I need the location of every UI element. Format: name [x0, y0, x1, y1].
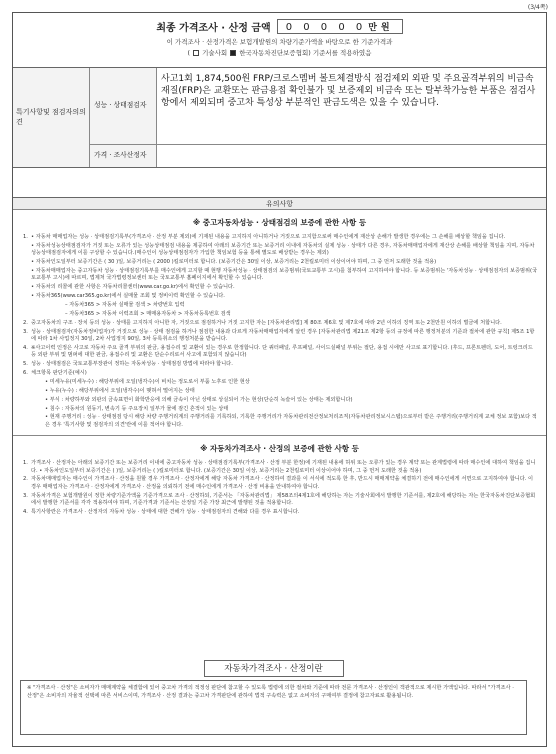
note-item	[23, 284, 538, 291]
note-number	[23, 268, 31, 283]
note-item	[57, 302, 538, 309]
note-text: • 누유(누수) : 해당부위에서 오일(냉각수)이 맺혀서 떨어지는 상태	[45, 387, 195, 394]
note-text: • 현재 주행거리 : 성능 · 상태점검 당시 해당 차량 주행거리계의 주행거리를 기록하되, 기록한 주행거리가 자동차관리전산정보처리조직(자동차관리정보시스템)으로부터 받은 주행거리(주행거리계 교체 정보 포함)보다 적은 경우 '특기사항 및 점검자의 의견'란에 이를 적어야 합니다.	[45, 414, 537, 428]
note-number: 4.	[23, 508, 28, 515]
option-engineers-assoc: 기술사회	[202, 49, 228, 57]
note-item	[57, 311, 538, 318]
note-text: • 부식 : 차량하부와 외판의 금속표면이 화학반응에 의해 금속이 아닌 상태로 상실되어 가는 현상(단순히 녹슬어 있는 상태는 제외합니다)	[45, 396, 353, 403]
note-text: • 미세누유(미세누수) : 해당부위에 오일(냉각수)이 비치는 정도로서 부품 노후로 인한 현상	[45, 378, 250, 385]
opinion-table	[13, 68, 546, 168]
note-item	[37, 406, 538, 413]
note-text: 자동차매매업자는 매수인이 가격조사 · 산정을 원할 경우 가격조사 · 산정자에게 해당 자동차 가격조사 · 산정하여 결과를 이 서식에 적도록 한 후, 반드시 매매계약을 체결하기 전에 매수인에게 서면으로 고지하여야 합니다. 이 경우 매매업자는 가격조사 · 산정자에게 가격조사 · 산정을 의뢰하기 전에 매수인에게 가격조사 · 산정 비용을 안내하여야 합니다.	[31, 476, 534, 490]
inspector-label: 성능 · 상태점검자	[90, 68, 157, 144]
note-text: 특기사항란은 가격조사 · 산정자의 자동차 성능 · 상태에 대한 견해가 성능 · 상태점검자의 견해와 다를 경우 표시합니다.	[31, 508, 300, 515]
note-number	[23, 243, 31, 258]
note-item	[23, 234, 538, 241]
section1-body	[13, 234, 546, 429]
option-diagnosis-assoc: 한국자동차진단보증협회) 기준서를 적용하였음	[239, 49, 372, 57]
note-item	[37, 414, 538, 429]
section1-title: ※ 중고자동차성능 · 상태점검의 보증에 관한 사항 등	[192, 218, 367, 227]
blank-row	[13, 168, 546, 198]
note-text: • 침수 : 자동차의 원동기, 변속기 등 주요장치 일부가 물에 잠긴 흔적이 있는 상태	[45, 405, 229, 412]
final-price-desc: 이 가격조사 · 산정가격은 보험개발원의 차량기준가액을 바탕으로 한 기준가격과	[166, 38, 393, 46]
note-text: • 자동차365(www.car365.go.kr)에서 실매물 조회 및 정비이력 확인할 수 있습니다.	[31, 293, 225, 300]
opinion-section-label: 특기사항및 점검자의의견	[13, 68, 90, 167]
note-item	[23, 329, 538, 344]
note-number	[37, 388, 45, 395]
final-price-unit: 만원	[368, 23, 394, 33]
note-text: • 자동차성능상태점검자가 거짓 또는 오류가 있는 성능상태점검 내용을 제공하여 아래의 보증기간 또는 보증거리 이내에 자동차의 실제 성능 · 상태가 다른 경우, 자동차매매업자에게 재산상 손해를 배상할 책임을 지며, 자동차성능상태점검자에게 이를 구상할 수 있습니다.(매수인이 성능상태점검자가 가입한 책임보험 등을 통해 별도로 배상받는 경우는 제외)	[31, 242, 535, 257]
note-item	[23, 460, 538, 475]
note-number	[57, 311, 65, 318]
note-item	[23, 320, 538, 327]
note-text: • 자동차매매업자는 중고자동차 성능 · 상태점검기록부를 매수인에게 고지할 때 현행 자동차성능 · 상태점검의 보증범위(국토교통부 고시)를 첨부하여 고지하여야 합니다. 등 보증범위는 '자동차성능 · 상태점검자의 보증범위(국토교통부 고시)에 따르며, 법제처 국가법령정보센터 또는 국토교통부 홈페이지에서 확인할 수 있습니다.	[31, 268, 538, 282]
note-number: 5.	[23, 361, 28, 368]
note-number	[23, 259, 31, 266]
note-number	[23, 293, 31, 300]
note-item	[23, 293, 538, 300]
note-number: 6.	[23, 370, 28, 376]
about-text: ※ "가격조사 · 산정"은 소비자가 매매계약을 체결함에 있어 중고차 가격의 적정성 판단에 참고할 수 있도록 법령에 의한 절차와 기준에 따라 전문 가격조사 · 산정인이 객관적으로 제시한 가액입니다. 따라서 "가격조사 · 산정"은 소비자의 자율적 선택에 따른 서비스이며, 가격조사 · 산정 결과는 중고차 가격판단에 관하여 법적 구속력은 없고 소비자의 구매여부 결정에 참고자료로 활용됩니다.	[20, 680, 527, 735]
note-text: 중고자동차의 구조 · 장치 등의 성능 · 상태를 고지하지 아니한 자, 거짓으로 점검하거나 거짓 고지한 자는 [자동차관리법] 제 80조 제6호 및 제7호에 따라 2년 이하의 징역 또는 2천만원 이하의 벌금에 처합니다.	[31, 319, 502, 326]
note-number	[37, 379, 45, 386]
note-text: 가격조사 · 산정자는 아래의 보증기간 또는 보증거리 이내에 중고자동차 성능 · 상태점검기록부(가격조사 · 산정 부분 한정)에 기재된 내용에 허위 또는 오류가 있는 경우 계약 또는 관계법령에 따라 매수인에 대하여 책임을 집니다. • 자동차인도일부터 보증기간은 ( )일, 보증거리는 ( )킬로미터로 합니다. (보증기간은 30일 이상, 보증거리는 2천킬로미터 이상이어야 하며, 그 중 먼저 도래한 것을 적용)	[31, 460, 536, 474]
note-text: – 자동차365 > 자동차 이력조회 > 매매용자동차 > 자동차등록번호 검색	[65, 310, 231, 317]
about-price-assessment	[20, 660, 527, 738]
final-price-amount[interactable]: 0 0 0 0 0 만원	[277, 19, 403, 34]
notes-header: 유의사항	[13, 198, 546, 210]
note-text: – 자동차365 > 자동차 실매물 검색 > 차량번호 입력	[65, 302, 185, 308]
note-number	[23, 284, 31, 291]
note-text: 체크항목 판단기준(예시)	[31, 370, 87, 376]
note-text: • 자동차인도일부터 보증기간은 ( 30 )일, 보증거리는 ( 2000 )킬로미터로 합니다. (보증기간은 30일 이상, 보증거리는 2천킬로미터 이상이어야 하며, 그 중 먼저 도래한 것을 적용)	[31, 259, 437, 266]
note-item	[23, 243, 538, 258]
section2-title: ※ 자동차가격조사 · 산정의 보증에 관한 사항 등	[200, 444, 359, 454]
note-number: 2.	[23, 319, 28, 326]
note-number	[37, 397, 45, 404]
checkbox-diagnosis-assoc[interactable]	[230, 50, 236, 56]
note-item	[23, 493, 538, 508]
section-divider	[13, 435, 546, 436]
note-text: 자동차가격은 보험개발원이 정한 차량기준가액을 기준가격으로 조사 · 산정하되, 기준서는 「자동차관리법」 제58조의4제1호에 해당하는 자는 기술사회에서 발행한 기준서를, 제2호에 해당하는 자는 한국자동차진단보증협회에서 발행한 기준서를 각각 적용하여야 하며, 기준가격과 기준서는 산정일 기준 가장 최근에 발행된 것을 적용합니다.	[31, 492, 536, 506]
note-text: 성능 · 상태점검자(자동차정비업자)가 거짓으로 성능 · 상태 점검을 하거나 점검한 내용과 다르게 자동차매매업자에게 알린 경우 [자동차관리법 제21조 제2항 등의 규정에 따른 행정처분의 기준과 절차에 관한 규칙] 제5조 1항에 따라 1차 사업정지 30일, 2차 사업정지 90일, 3차 등록취소의 행정처분을 받습니다.	[31, 328, 535, 342]
note-item	[23, 259, 538, 266]
note-item	[37, 388, 538, 395]
note-text: • 자동차의 리콜에 관한 사항은 자동차리콜센터(www.car.go.kr)에서 확인할 수 있습니다.	[31, 284, 235, 291]
note-text: ※사고이력 인정은 사고로 자동차 주요 골격 부위의 판금, 용접수리 및 교환이 있는 경우로 한정합니다. 단 쿼터패널, 루프패널, 사이드실패널 부위는 절단, 용접 시에만 사고로 표기합니다. (후드, 프론트펜더, 도어, 트렁크리드 등 외판 부위 및 범퍼에 대한 판금, 용접수리 및 교환은 단순수리로서 사고에 포함되지 않습니다)	[31, 344, 533, 359]
note-item	[23, 345, 538, 360]
note-number	[57, 302, 65, 309]
final-price-section: 최종 가격조사 · 산정 금액 0 0 0 0 0 만원 이 가격조사 · 산정가격은 보험개발원의 차량기준가액을 바탕으로 한 기준가격과 ( 기술사회 한국자동차진단보증협회) 기준서를 적용하였음	[13, 13, 546, 68]
form-frame	[12, 12, 547, 747]
price-assessor-opinion-text[interactable]	[157, 145, 546, 167]
note-item	[23, 509, 538, 516]
section2-body	[13, 460, 546, 516]
note-text: 성능 · 상태점검은 국토교통부장관이 정하는 자동차성능 · 상태점검 방법에 따라야 합니다.	[31, 361, 233, 368]
about-title: 자동차가격조사 · 산정이란	[204, 660, 344, 677]
checkbox-engineers-assoc[interactable]	[193, 50, 199, 56]
note-text: • 자동차 매매업자는 성능 · 상태점검기록부(가격조사 · 산정 부분 제외)에 기재된 내용을 고지하지 아니하거나 거짓으로 고지함으로써 매수인에게 재산상 손해가 발생한 경우에는 그 손해를 배상할 책임을 집니다.	[31, 234, 506, 240]
page-number: (3/4쪽)	[527, 4, 548, 11]
note-number: 3.	[23, 328, 28, 335]
note-number	[37, 406, 45, 413]
note-number	[37, 414, 45, 429]
note-item	[37, 379, 538, 386]
price-assessor-label: 가격 · 조사산정자	[90, 145, 157, 167]
note-item	[23, 476, 538, 491]
note-item	[23, 268, 538, 283]
note-number: 2.	[23, 476, 28, 483]
note-number: 1.	[23, 234, 28, 240]
note-number: 4.	[23, 344, 28, 351]
note-item	[37, 397, 538, 404]
note-number: 3.	[23, 492, 28, 499]
note-item	[23, 370, 538, 377]
inspector-opinion-text[interactable]: 사고1회 1,874,500원 FRP/크로스멤버 볼트체결방식 점검제외 외판 및 주요골격부위의 비금속재질(FRP)은 교환또는 판금용접 확인불가 및 보증제외 비금속 또는 탈부착가능한 부품은 점검사항에서 제외되며 중고차 특성상 부분적인 판금도색은 있을 수 있습니다.	[161, 74, 536, 108]
note-item	[23, 361, 538, 368]
note-number: 1.	[23, 460, 28, 467]
final-price-label: 최종 가격조사 · 산정 금액	[156, 23, 271, 34]
